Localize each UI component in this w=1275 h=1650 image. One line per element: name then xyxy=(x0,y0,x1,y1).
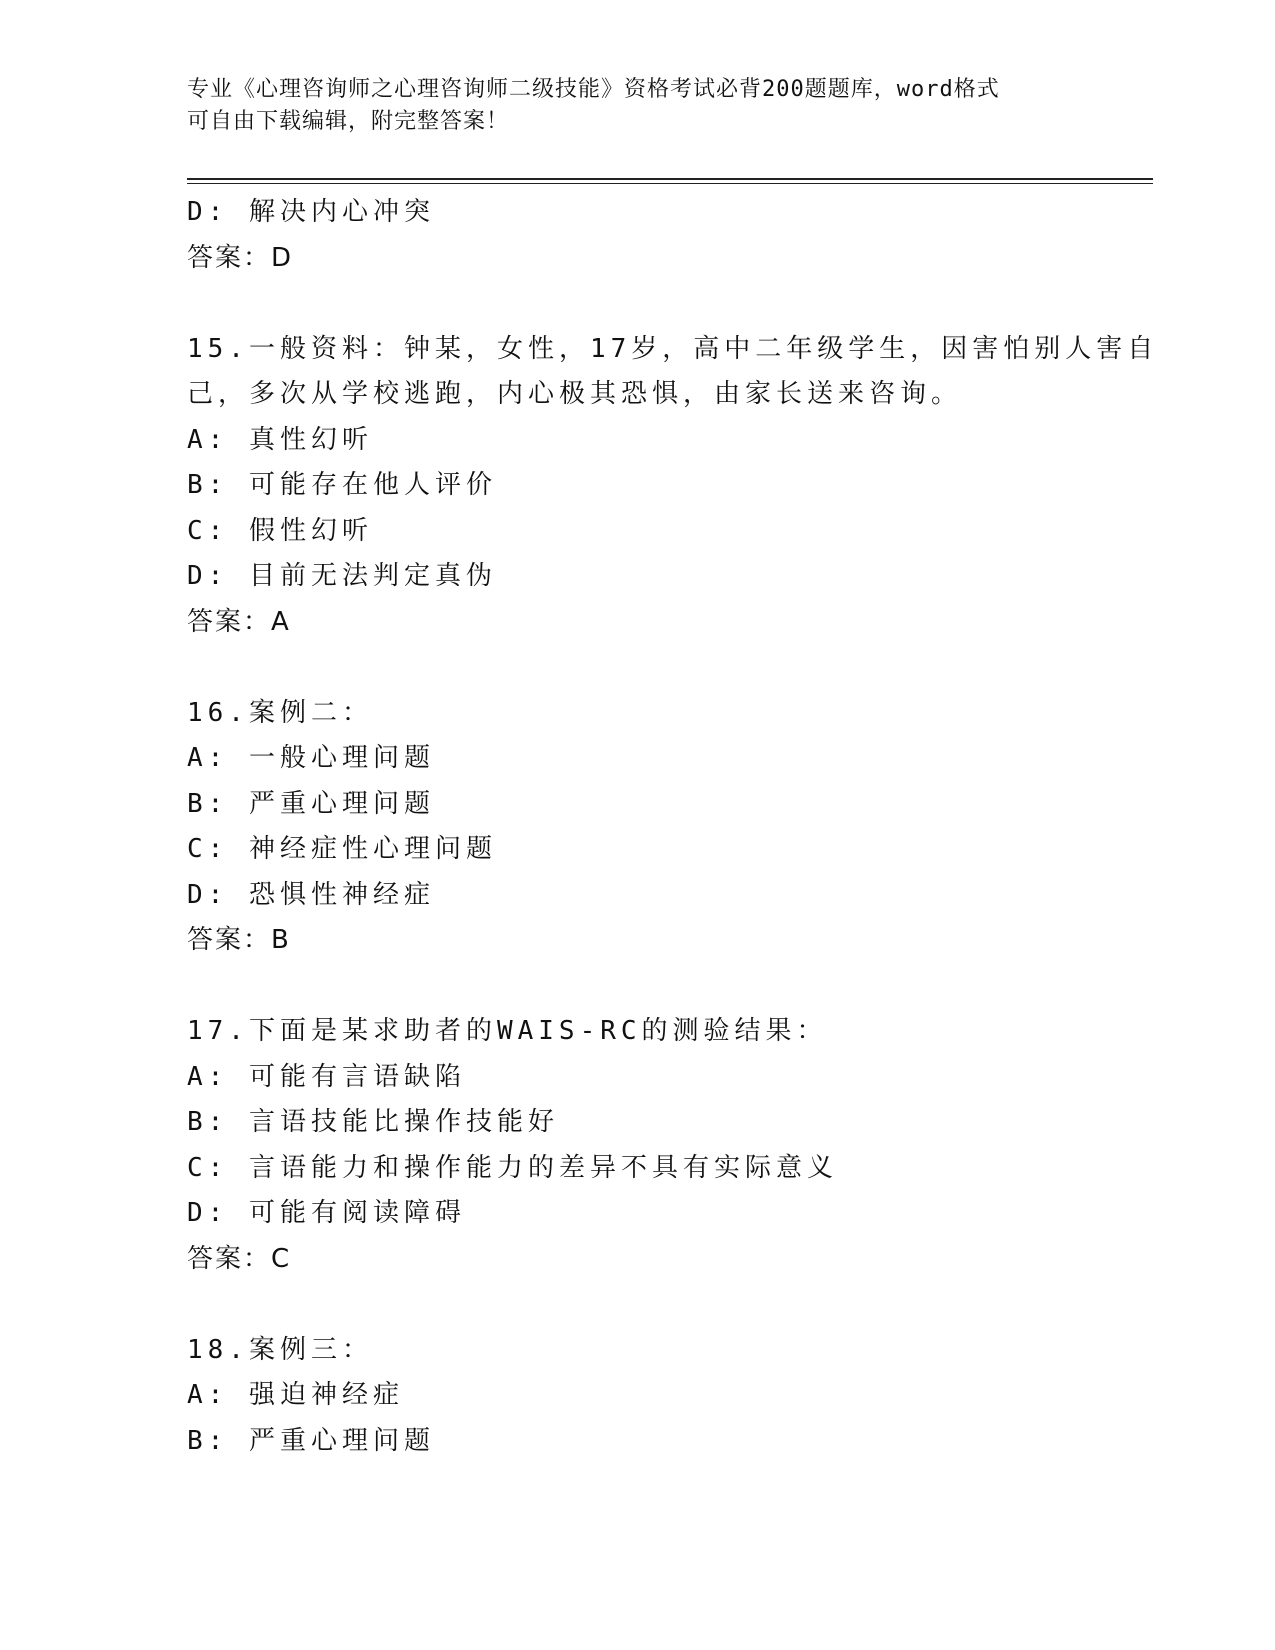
answer: 答案：B xyxy=(187,925,291,955)
option-c: C: 神经症性心理问题 xyxy=(187,834,497,864)
question-list xyxy=(187,190,1159,1464)
option-b: B: 严重心理问题 xyxy=(187,788,435,819)
option-b: B: 可能存在他人评价 xyxy=(187,470,497,500)
question-16 xyxy=(187,691,1147,964)
question-14-tail xyxy=(187,190,1147,281)
question-18 xyxy=(187,1328,1147,1465)
option-b: B: 严重心理问题 xyxy=(187,1425,435,1456)
header-divider xyxy=(187,178,1153,180)
option-a: A: 真性幻听 xyxy=(187,424,373,455)
question-stem: 16.案例二： xyxy=(187,697,373,728)
question-stem: 18.案例三： xyxy=(187,1334,373,1365)
option-a: A: 强迫神经症 xyxy=(187,1380,404,1410)
question-17 xyxy=(187,1009,1147,1282)
option-c: C: 言语能力和操作能力的差异不具有实际意义 xyxy=(187,1152,838,1183)
option-b: B: 言语技能比操作技能好 xyxy=(187,1107,559,1137)
question-stem: 15.一般资料：钟某，女性，17岁，高中二年级学生，因害怕别人害自 xyxy=(187,333,1159,364)
answer: 答案：A xyxy=(187,606,291,637)
header-divider-thin xyxy=(187,183,1153,184)
page-header xyxy=(187,74,1087,138)
question-stem-cont: 己，多次从学校逃跑，内心极其恐惧，由家长送来咨询。 xyxy=(187,379,963,409)
header-title-line-1: 专业《心理咨询师之心理咨询师二级技能》资格考试必背200题题库，word格式 xyxy=(187,77,1000,102)
option-a: A: 可能有言语缺陷 xyxy=(187,1061,466,1092)
option-d: D: 解决内心冲突 xyxy=(187,197,435,227)
option-d: D: 目前无法判定真伪 xyxy=(187,561,497,591)
option-c: C: 假性幻听 xyxy=(187,515,373,546)
option-d: D: 恐惧性神经症 xyxy=(187,879,435,910)
answer: 答案：C xyxy=(187,1243,292,1274)
option-a: A: 一般心理问题 xyxy=(187,743,435,773)
question-15 xyxy=(187,327,1159,646)
answer: 答案：D xyxy=(187,242,294,273)
question-stem: 17.下面是某求助者的WAIS-RC的测验结果： xyxy=(187,1016,828,1046)
option-d: D: 可能有阅读障碍 xyxy=(187,1198,466,1228)
header-title-line-2: 可自由下载编辑，附完整答案！ xyxy=(187,109,510,134)
